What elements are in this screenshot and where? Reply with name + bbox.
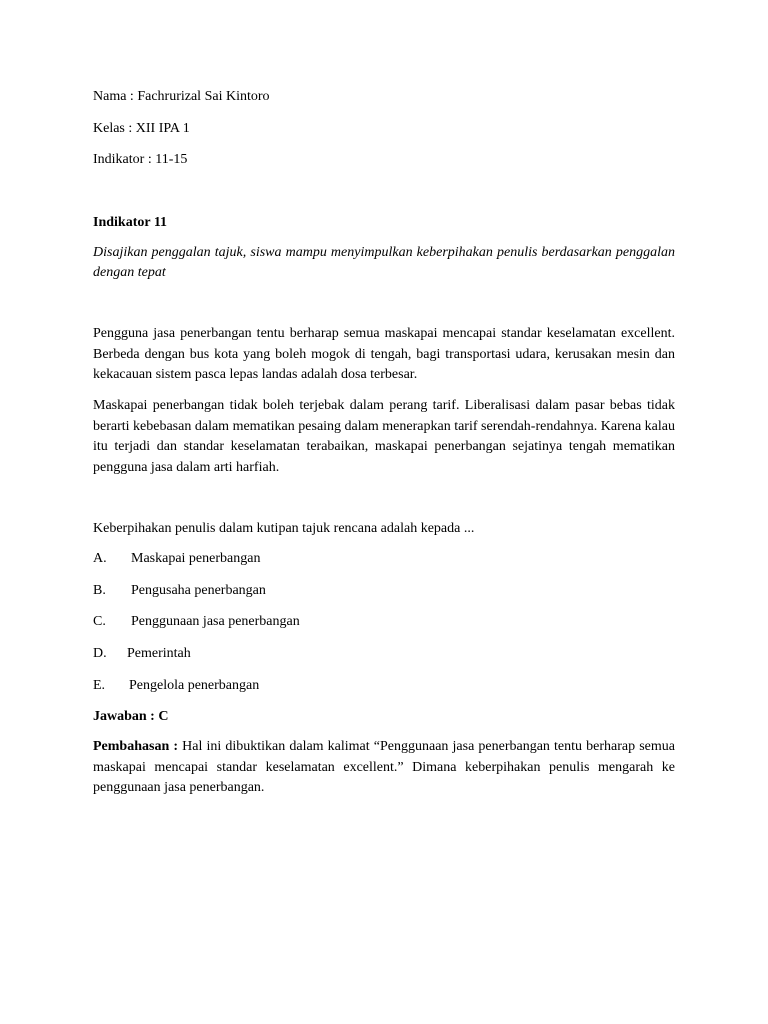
answer-key: Jawaban : C <box>93 709 169 724</box>
explanation-paragraph <box>93 737 675 799</box>
section-description: Disajikan penggalan tajuk, siswa mampu menyimpulkan keberpihakan penulis berdasarkan penggalan dengan tepat <box>93 245 675 280</box>
explanation-label: Pembahasan : <box>93 739 179 754</box>
student-name: Nama : Fachrurizal Sai Kintoro <box>93 89 270 104</box>
indicator-range: Indikator : 11-15 <box>93 152 188 167</box>
option-text-c: Penggunaan jasa penerbangan <box>131 614 300 629</box>
student-class: Kelas : XII IPA 1 <box>93 121 190 136</box>
option-text-d: Pemerintah <box>127 646 191 661</box>
option-letter-e: E. <box>93 678 106 693</box>
passage-paragraph-2: Maskapai penerbangan tidak boleh terjebak dalam perang tarif. Liberalisasi dalam pasar bebas tidak berarti kebebasan dalam mematikan pesaing dalam menerapkan tarif serendah-rendahnya. Karena kalau itu terjadi dan standar keselamatan terabaikan, maskapai penerbangan sejatinya tengah mematikan pengguna jasa dalam arti harfiah. <box>93 398 675 475</box>
option-text-a: Maskapai penerbangan <box>131 551 261 566</box>
question-text: Keberpihakan penulis dalam kutipan tajuk rencana adalah kepada ... <box>93 521 475 536</box>
option-letter-a: A. <box>93 551 107 566</box>
option-letter-c: C. <box>93 614 106 629</box>
option-text-e: Pengelola penerbangan <box>129 678 260 693</box>
explanation-text: Hal ini dibuktikan dalam kalimat “Penggunaan jasa penerbangan tentu berharap semua maskapai mencapai standar keselamatan excellent.” Dimana keberpihakan penulis mengarah ke penggunaan jasa penerbangan. <box>93 739 675 795</box>
option-letter-d: D. <box>93 646 107 661</box>
option-text-b: Pengusaha penerbangan <box>131 583 266 598</box>
option-letter-b: B. <box>93 583 106 598</box>
section-title: Indikator 11 <box>93 215 168 230</box>
passage-paragraph-1: Pengguna jasa penerbangan tentu berharap semua maskapai mencapai standar keselamatan excellent. Berbeda dengan bus kota yang boleh mogok di tengah, bagi transportasi udara, kerusakan mesin dan kekacauan sistem pasca lepas landas adalah dosa terbesar. <box>93 326 675 382</box>
